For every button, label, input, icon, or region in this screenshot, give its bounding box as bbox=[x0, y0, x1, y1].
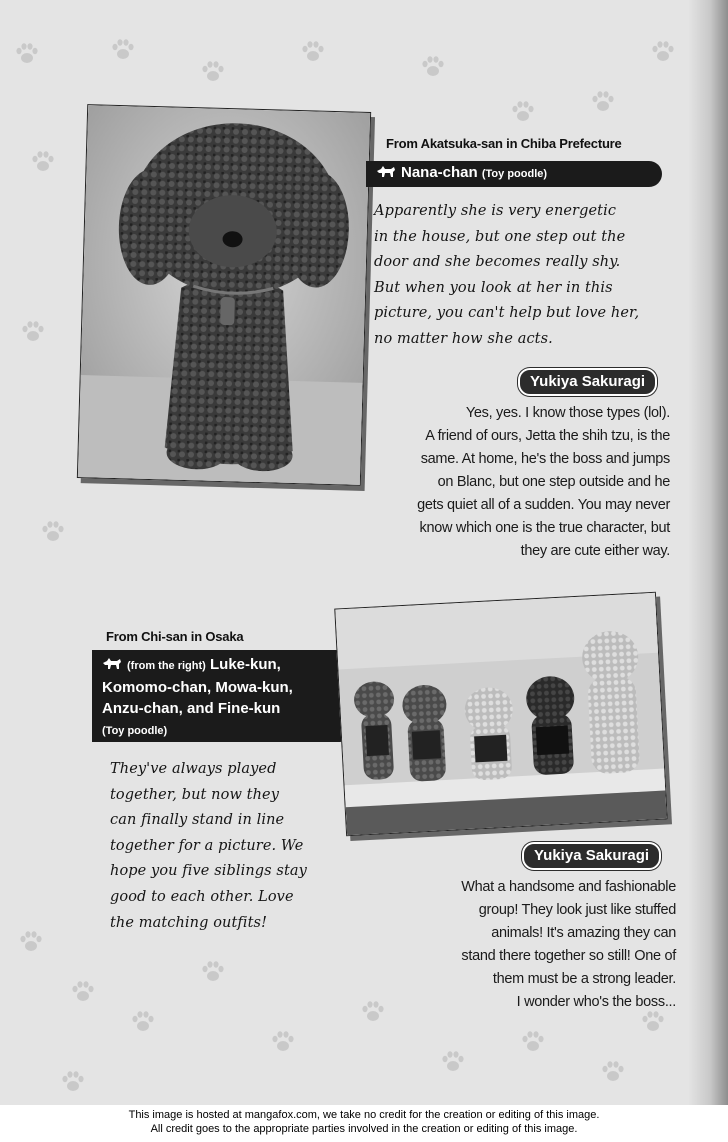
entry1-breed: (Toy poodle) bbox=[481, 168, 548, 180]
entry2-name-bar bbox=[92, 650, 354, 742]
reply-line: What a handsome and fashionable bbox=[461, 879, 676, 895]
entry1-sender: From Akatsuka-san in Chiba Prefecture bbox=[386, 136, 622, 151]
paw-print-icon bbox=[440, 1050, 466, 1074]
letter-line: the matching outfits! bbox=[110, 914, 267, 931]
entry2-letter bbox=[110, 757, 340, 936]
paw-print-icon bbox=[650, 40, 676, 64]
reply-line: on Blanc, but one step outside and he bbox=[437, 474, 670, 490]
paw-print-icon bbox=[590, 90, 616, 114]
letter-line: door and she becomes really shy. bbox=[374, 254, 621, 271]
paw-print-icon bbox=[600, 1060, 626, 1084]
paw-print-icon bbox=[360, 1000, 386, 1024]
paw-print-icon bbox=[130, 1010, 156, 1034]
credit-line-1: This image is hosted at mangafox.com, we take no credit for the creation or editing of this image. bbox=[128, 1109, 600, 1121]
reply-line: stand there together so still! One of bbox=[461, 948, 676, 964]
paw-print-icon bbox=[200, 60, 226, 84]
paw-print-icon bbox=[20, 320, 46, 344]
letter-line: hope you five siblings stay bbox=[110, 863, 307, 880]
paw-print-icon bbox=[18, 930, 44, 954]
reply-line: same. At home, he's the boss and jumps bbox=[420, 451, 670, 467]
paw-print-icon bbox=[40, 520, 66, 544]
page-spine-shadow bbox=[688, 0, 728, 1105]
entry2-names-line2: Komomo-chan, Mowa-kun, bbox=[102, 679, 293, 696]
paw-print-icon bbox=[30, 150, 56, 174]
credit-line-2: All credit goes to the appropriate parties involved in the creation or editing of this image. bbox=[150, 1123, 578, 1135]
entry1-letter bbox=[374, 199, 674, 353]
entry2-sender: From Chi-san in Osaka bbox=[106, 629, 244, 644]
dog-silhouette-icon bbox=[102, 657, 122, 671]
paw-print-icon bbox=[70, 980, 96, 1004]
paw-print-icon bbox=[60, 1070, 86, 1094]
entry2-breed: (Toy poodle) bbox=[102, 725, 168, 737]
letter-line: But when you look at her in this bbox=[374, 279, 613, 296]
dog-silhouette-icon bbox=[376, 165, 396, 179]
letter-line: Apparently she is very energetic bbox=[374, 203, 617, 219]
letter-line: together, but now they bbox=[110, 786, 280, 803]
reply-line: group! They look just like stuffed bbox=[478, 902, 676, 918]
entry1-dog-name: Nana-chan bbox=[401, 164, 478, 181]
reply-line: gets quiet all of a sudden. You may never bbox=[417, 497, 670, 513]
paw-print-icon bbox=[300, 40, 326, 64]
reply-line: Yes, yes. I know those types (lol). bbox=[465, 405, 670, 421]
letter-line: picture, you can't help but love her, bbox=[374, 305, 640, 322]
photo-five-poodles bbox=[334, 592, 667, 837]
letter-line: They've always played bbox=[110, 761, 277, 777]
reply-line: they are cute either way. bbox=[520, 543, 670, 559]
reply-line: I wonder who's the boss... bbox=[516, 994, 676, 1010]
reply-line: A friend of ours, Jetta the shih tzu, is the bbox=[425, 428, 670, 444]
letter-line: no matter how she acts. bbox=[374, 330, 553, 347]
poodles-group-photo bbox=[335, 593, 667, 837]
entry2-author-badge: Yukiya Sakuragi bbox=[522, 842, 661, 870]
reply-line: animals! It's amazing they can bbox=[491, 925, 676, 941]
entry2-names-line1: Luke-kun, bbox=[210, 656, 281, 673]
reply-line: them must be a strong leader. bbox=[492, 971, 676, 987]
paw-print-icon bbox=[14, 42, 40, 66]
paw-print-icon bbox=[420, 55, 446, 79]
reply-line: know which one is the true character, but bbox=[419, 520, 670, 536]
letter-line: together for a picture. We bbox=[110, 837, 304, 854]
entry1-name-bar bbox=[366, 161, 662, 187]
paw-print-icon bbox=[510, 100, 536, 124]
entry1-reply bbox=[360, 402, 670, 563]
entry2-prefix: (from the right) bbox=[127, 660, 206, 672]
letter-line: can finally stand in line bbox=[110, 812, 285, 829]
poodle-photo bbox=[78, 105, 371, 486]
hosting-credit bbox=[0, 1108, 728, 1136]
photo-nana-chan bbox=[77, 104, 371, 486]
paw-print-icon bbox=[270, 1030, 296, 1054]
entry2-reply bbox=[400, 876, 676, 1014]
entry2-names-line3: Anzu-chan, and Fine-kun bbox=[102, 700, 281, 717]
letter-line: good to each other. Love bbox=[110, 888, 294, 905]
paw-print-icon bbox=[200, 960, 226, 984]
paw-print-icon bbox=[520, 1030, 546, 1054]
letter-line: in the house, but one step out the bbox=[374, 228, 626, 245]
entry1-author-badge: Yukiya Sakuragi bbox=[518, 368, 657, 396]
paw-print-icon bbox=[110, 38, 136, 62]
